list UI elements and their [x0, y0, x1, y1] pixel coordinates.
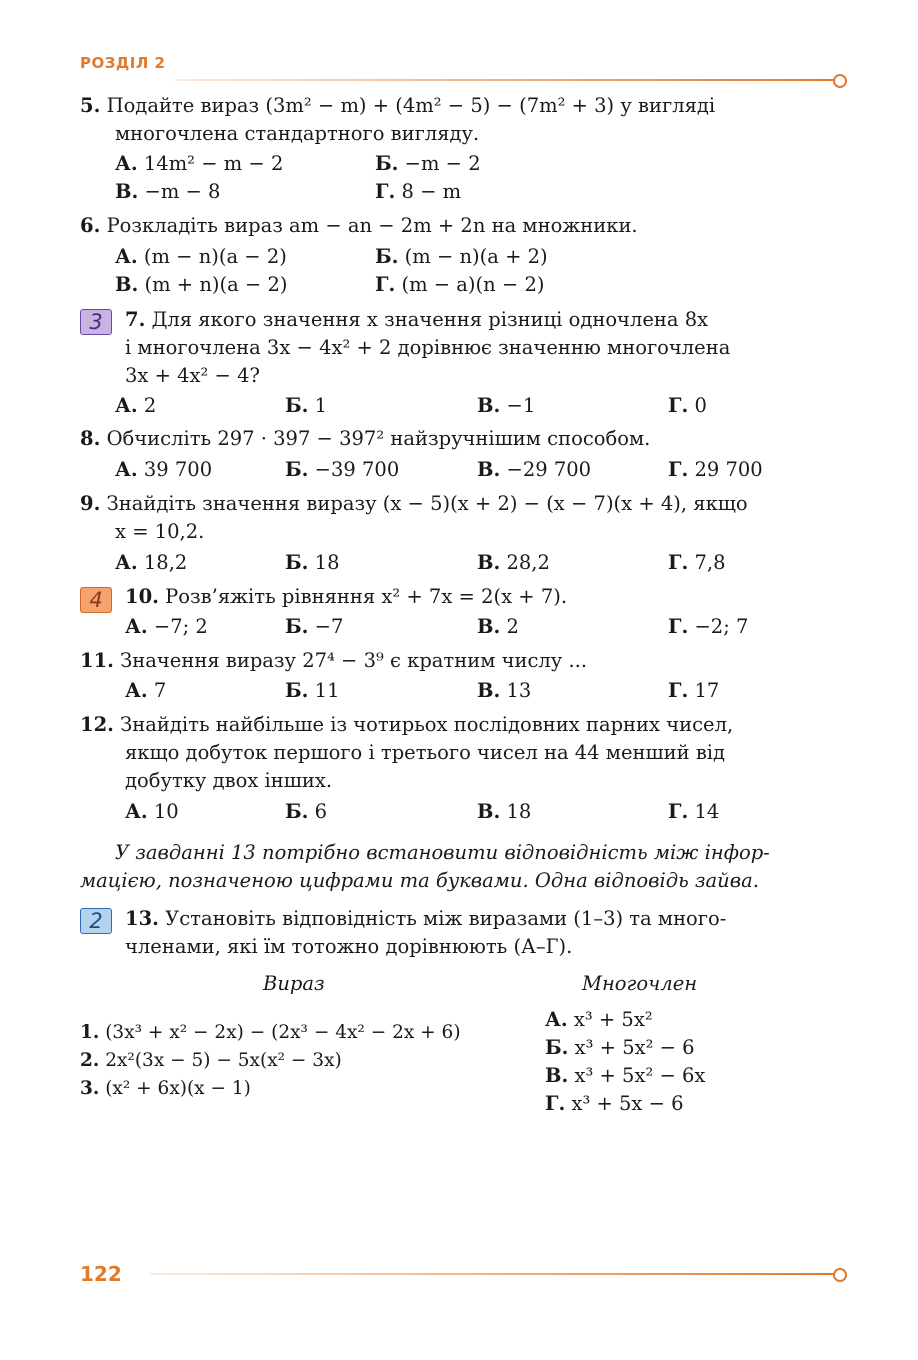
section-title: РОЗДІЛ 2 — [80, 54, 166, 72]
q6-option-d: Г. (m − a)(n − 2) — [375, 273, 545, 296]
header-rule — [175, 79, 835, 81]
q13-number: 13. — [125, 907, 159, 930]
page-number: 122 — [80, 1262, 122, 1286]
q8-number: 8. — [80, 427, 101, 450]
q7-number: 7. — [125, 308, 146, 331]
q11-option-a: А. 7 — [125, 679, 167, 702]
q11-option-b: Б. 11 — [285, 679, 340, 702]
q13-stem: Установіть відповідність між виразами (1–3) та много- — [165, 907, 727, 930]
q7-text-line3: 3x + 4x² − 4? — [125, 364, 260, 387]
difficulty-badge-2: 2 — [80, 908, 112, 934]
polynomial-d: Г. x³ + 5x − 6 — [545, 1092, 684, 1115]
q12-text-line2: якщо добуток першого і третього чисел на 44 менший від — [125, 741, 726, 764]
q10-text-line1 — [125, 583, 567, 611]
q5-option-c: В. −m − 8 — [115, 180, 221, 203]
q11-number: 11. — [80, 649, 114, 672]
polynomial-c: В. x³ + 5x² − 6x — [545, 1064, 706, 1087]
q10-number: 10. — [125, 585, 159, 608]
q5-option-a: А. 14m² − m − 2 — [115, 152, 284, 175]
q9-text-line2: x = 10,2. — [115, 520, 205, 543]
q6-number: 6. — [80, 214, 101, 237]
q7-option-d: Г. 0 — [668, 394, 707, 417]
q5-option-d: Г. 8 − m — [375, 180, 462, 203]
q13-text-line2: членами, які їм тотожно дорівнюють (А–Г). — [125, 935, 573, 958]
q12-option-c: В. 18 — [477, 800, 532, 823]
q6-option-c: В. (m + n)(a − 2) — [115, 273, 288, 296]
header-rule-ring — [833, 74, 847, 88]
q12-number: 12. — [80, 713, 114, 736]
q5-text-line1 — [80, 92, 715, 120]
q12-option-b: Б. 6 — [285, 800, 328, 823]
q13-text-line1 — [125, 905, 726, 933]
q11-option-c: В. 13 — [477, 679, 532, 702]
q9-option-d: Г. 7,8 — [668, 551, 726, 574]
q9-option-a: А. 18,2 — [115, 551, 188, 574]
q7-option-a: А. 2 — [115, 394, 157, 417]
q5-text-line2: многочлена стандартного вигляду. — [115, 122, 480, 145]
q12-stem: Знайдіть найбільше із чотирьох послідовних парних чисел, — [120, 713, 734, 736]
q6-stem: Розкладіть вираз am − an − 2m + 2n на множники. — [106, 214, 638, 237]
q9-number: 9. — [80, 492, 101, 515]
instructions-line1: У завданні 13 потрібно встановити відповідність між інфор- — [115, 841, 770, 864]
q8-stem: Обчисліть 297 · 397 − 397² найзручнішим способом. — [106, 427, 651, 450]
q8-option-b: Б. −39 700 — [285, 458, 400, 481]
q5-number: 5. — [80, 94, 101, 117]
q12-option-d: Г. 14 — [668, 800, 720, 823]
q9-stem: Знайдіть значення виразу (x − 5)(x + 2) − (x − 7)(x + 4), якщо — [106, 492, 748, 515]
q10-stem: Розв’яжіть рівняння x² + 7x = 2(x + 7). — [165, 585, 568, 608]
column-header-polynomial: Многочлен — [582, 972, 698, 995]
q6-option-a: А. (m − n)(a − 2) — [115, 245, 287, 268]
q11-text-line1 — [80, 647, 587, 675]
expression-3: 3. (x² + 6x)(x − 1) — [80, 1078, 251, 1099]
footer-rule — [150, 1273, 835, 1275]
polynomial-a: А. x³ + 5x² — [545, 1008, 653, 1031]
expression-1: 1. (3x³ + x² − 2x) − (2x³ − 4x² − 2x + 6) — [80, 1022, 461, 1043]
difficulty-badge-3: 3 — [80, 309, 112, 335]
q10-option-d: Г. −2; 7 — [668, 615, 749, 638]
q7-option-c: В. −1 — [477, 394, 536, 417]
q9-text-line1 — [80, 490, 748, 518]
q8-text-line1 — [80, 425, 650, 453]
q7-stem: Для якого значення x значення різниці одночлена 8x — [151, 308, 709, 331]
q7-text-line2: і многочлена 3x − 4x² + 2 дорівнює значенню многочлена — [125, 336, 731, 359]
q11-option-d: Г. 17 — [668, 679, 720, 702]
instructions-line2: мацією, позначеною цифрами та буквами. Одна відповідь зайва. — [80, 869, 759, 892]
q10-option-c: В. 2 — [477, 615, 519, 638]
footer-rule-ring — [833, 1268, 847, 1282]
q8-option-a: А. 39 700 — [115, 458, 213, 481]
q11-stem: Значення виразу 27⁴ − 3⁹ є кратним числу ... — [120, 649, 588, 672]
q6-text-line1 — [80, 212, 638, 240]
q7-text-line1 — [125, 306, 708, 334]
q6-option-b: Б. (m − n)(a + 2) — [375, 245, 548, 268]
polynomial-b: Б. x³ + 5x² − 6 — [545, 1036, 695, 1059]
q9-option-b: Б. 18 — [285, 551, 340, 574]
expression-2: 2. 2x²(3x − 5) − 5x(x² − 3x) — [80, 1050, 342, 1071]
q12-text-line1 — [80, 711, 733, 739]
q12-option-a: А. 10 — [125, 800, 179, 823]
column-header-expression: Вираз — [263, 972, 325, 995]
difficulty-badge-4: 4 — [80, 587, 112, 613]
q12-text-line3: добутку двох інших. — [125, 769, 333, 792]
q7-option-b: Б. 1 — [285, 394, 328, 417]
q5-stem: Подайте вираз (3m² − m) + (4m² − 5) − (7m² + 3) у вигляді — [106, 94, 716, 117]
q10-option-b: Б. −7 — [285, 615, 344, 638]
q10-option-a: А. −7; 2 — [125, 615, 208, 638]
q8-option-d: Г. 29 700 — [668, 458, 763, 481]
q5-option-b: Б. −m − 2 — [375, 152, 481, 175]
q9-option-c: В. 28,2 — [477, 551, 550, 574]
q8-option-c: В. −29 700 — [477, 458, 592, 481]
